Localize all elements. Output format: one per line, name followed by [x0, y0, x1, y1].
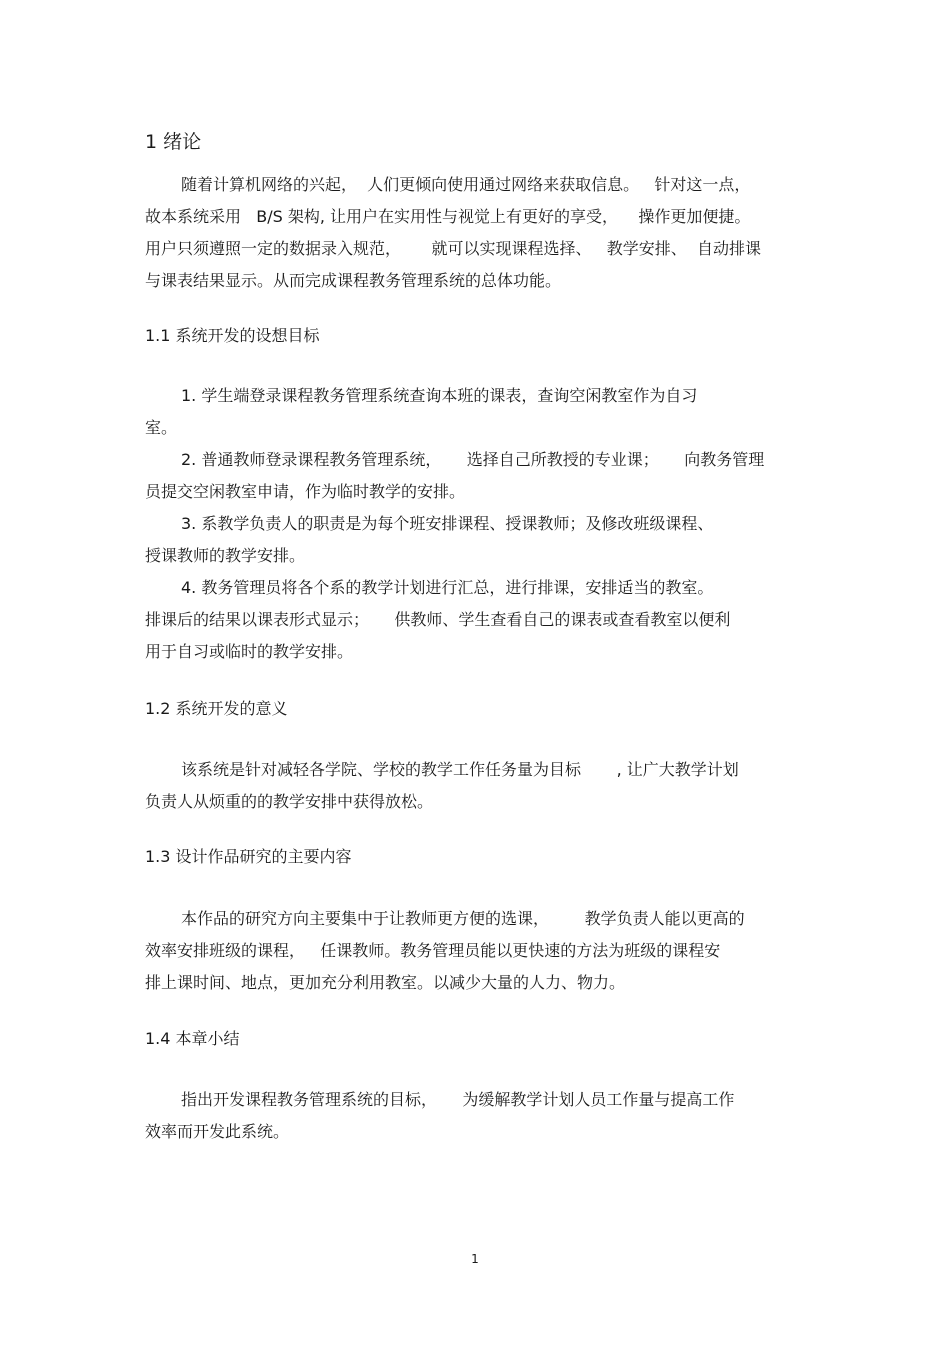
paragraph-line: 效率而开发此系统。	[145, 1122, 290, 1141]
paragraph-line: 负责人从烦重的的教学安排中获得放松。	[145, 792, 434, 811]
list-item-continuation: 排课后的结果以课表形式显示； 供教师、学生查看自己的课表或查看教室以便利	[145, 610, 731, 629]
summary-paragraph	[145, 1084, 815, 1148]
section-heading-1-3: 1.3 设计作品研究的主要内容	[145, 847, 352, 866]
section-heading-1-4: 1.4 本章小结	[145, 1029, 240, 1048]
goals-list	[145, 380, 815, 668]
list-item: 1. 学生端登录课程教务管理系统查询本班的课表，查询空闲教室作为自习	[181, 386, 698, 405]
list-item: 4. 教务管理员将各个系的教学计划进行汇总，进行排课，安排适当的教室。	[181, 578, 714, 597]
paragraph-line: 该系统是针对减轻各学院、学校的教学工作任务量为目标 , 让广大教学计划	[181, 760, 739, 779]
list-item: 3. 系教学负责人的职责是为每个班安排课程、授课教师；及修改班级课程、	[181, 514, 714, 533]
paragraph-line: 故本系统采用 B/S 架构, 让用户在实用性与视觉上有更好的享受， 操作更加便捷。	[145, 207, 751, 226]
intro-paragraph	[145, 169, 815, 297]
paragraph-line: 与课表结果显示。从而完成课程教务管理系统的总体功能。	[145, 271, 562, 290]
paragraph-line: 用户只须遵照一定的数据录入规范， 就可以实现课程选择、 教学安排、 自动排课	[145, 239, 761, 258]
list-item-continuation: 授课教师的教学安排。	[145, 546, 306, 565]
list-item-continuation: 室。	[145, 418, 178, 437]
chapter-title: 1 绪论	[145, 131, 202, 153]
list-item: 2. 普通教师登录课程教务管理系统， 选择自己所教授的专业课； 向教务管理	[181, 450, 765, 469]
paragraph-line: 排上课时间、地点，更加充分利用教室。以减少大量的人力、物力。	[145, 973, 626, 992]
section-heading-1-1: 1.1 系统开发的设想目标	[145, 326, 320, 345]
research-paragraph	[145, 903, 815, 999]
list-item-continuation: 员提交空闲教室申请，作为临时教学的安排。	[145, 482, 466, 501]
paragraph-line: 本作品的研究方向主要集中于让教师更方便的选课， 教学负责人能以更高的	[181, 909, 745, 928]
section-heading-1-2: 1.2 系统开发的意义	[145, 699, 288, 718]
paragraph-line: 效率安排班级的课程， 任课教师。教务管理员能以更快速的方法为班级的课程安	[145, 941, 721, 960]
paragraph-line: 指出开发课程教务管理系统的目标， 为缓解教学计划人员工作量与提高工作	[181, 1090, 735, 1109]
paragraph-line: 随着计算机网络的兴起， 人们更倾向使用通过网络来获取信息。 针对这一点，	[181, 175, 751, 194]
page-number: 1	[471, 1252, 479, 1266]
list-item-continuation: 用于自习或临时的教学安排。	[145, 642, 354, 661]
significance-paragraph	[145, 754, 815, 818]
